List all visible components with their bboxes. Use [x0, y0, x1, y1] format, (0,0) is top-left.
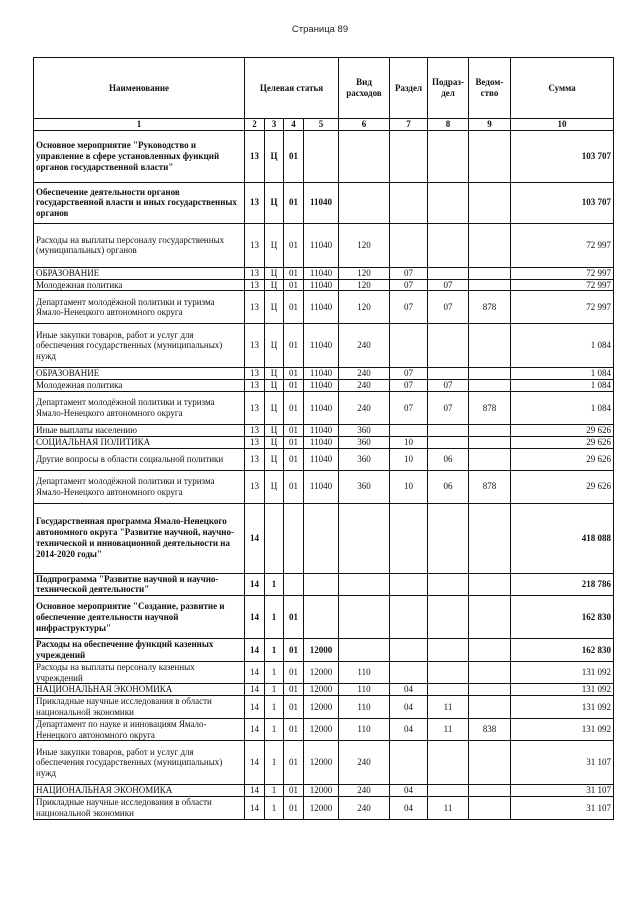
row-code-subprogram: 1	[265, 573, 284, 596]
row-section: 07	[390, 380, 428, 392]
row-code-direction	[304, 573, 339, 596]
column-number: 4	[284, 119, 304, 131]
row-amount: 1 084	[511, 380, 614, 392]
row-code-subprogram: Ц	[265, 291, 284, 324]
row-code-program: 13	[245, 291, 265, 324]
row-expense-type: 360	[339, 448, 390, 470]
row-code-subprogram: Ц	[265, 470, 284, 503]
row-code-program: 13	[245, 223, 265, 267]
row-department: 878	[469, 291, 511, 324]
row-code-subprogram: Ц	[265, 448, 284, 470]
column-number-row	[34, 119, 614, 131]
row-code-program: 13	[245, 324, 265, 368]
row-expense-type: 110	[339, 696, 390, 719]
row-expense-type: 240	[339, 797, 390, 820]
table-row	[34, 291, 614, 324]
header-target: Целевая статья	[245, 58, 339, 119]
row-expense-type: 240	[339, 324, 390, 368]
row-name: Обеспечение деятельности органов государственной власти и иных государственных органов	[34, 182, 245, 223]
row-section: 07	[390, 279, 428, 291]
row-section	[390, 639, 428, 662]
row-subsection: 07	[428, 391, 469, 424]
row-code-activity: 01	[284, 436, 304, 448]
table-row	[34, 391, 614, 424]
row-section	[390, 503, 428, 573]
row-code-program: 14	[245, 741, 265, 785]
row-section: 07	[390, 291, 428, 324]
row-code-program: 13	[245, 279, 265, 291]
row-department	[469, 223, 511, 267]
row-code-program: 13	[245, 391, 265, 424]
row-code-direction	[304, 130, 339, 182]
row-amount: 218 786	[511, 573, 614, 596]
row-code-direction: 12000	[304, 785, 339, 797]
table-row	[34, 267, 614, 279]
row-section	[390, 324, 428, 368]
row-subsection	[428, 741, 469, 785]
row-amount: 72 997	[511, 291, 614, 324]
row-department	[469, 424, 511, 436]
row-code-subprogram: 1	[265, 718, 284, 741]
table-row	[34, 741, 614, 785]
row-department	[469, 503, 511, 573]
row-code-direction	[304, 596, 339, 639]
row-section	[390, 741, 428, 785]
row-amount: 29 626	[511, 436, 614, 448]
row-subsection	[428, 223, 469, 267]
row-section	[390, 573, 428, 596]
row-section: 04	[390, 797, 428, 820]
row-department	[469, 785, 511, 797]
table-row	[34, 696, 614, 719]
row-code-program: 14	[245, 639, 265, 662]
row-subsection	[428, 424, 469, 436]
row-code-direction: 12000	[304, 684, 339, 696]
row-expense-type: 360	[339, 436, 390, 448]
column-number: 9	[469, 119, 511, 131]
row-name: Подпрограмма "Развитие научной и научно-технической деятельности"	[34, 573, 245, 596]
table-row	[34, 130, 614, 182]
table-row	[34, 424, 614, 436]
row-code-direction: 11040	[304, 448, 339, 470]
row-code-program: 13	[245, 267, 265, 279]
row-code-program: 13	[245, 448, 265, 470]
table-row	[34, 182, 614, 223]
row-subsection: 07	[428, 380, 469, 392]
row-department	[469, 573, 511, 596]
row-code-program: 14	[245, 797, 265, 820]
row-expense-type	[339, 639, 390, 662]
row-code-activity: 01	[284, 368, 304, 380]
budget-table	[33, 57, 614, 820]
row-code-activity: 01	[284, 130, 304, 182]
row-department	[469, 324, 511, 368]
row-code-program: 14	[245, 696, 265, 719]
row-code-subprogram: Ц	[265, 424, 284, 436]
row-expense-type: 120	[339, 291, 390, 324]
row-department	[469, 596, 511, 639]
row-code-activity: 01	[284, 470, 304, 503]
row-section: 10	[390, 470, 428, 503]
row-code-subprogram: 1	[265, 661, 284, 684]
row-code-direction: 12000	[304, 639, 339, 662]
row-name: Расходы на выплаты персоналу казенных учреждений	[34, 661, 245, 684]
row-code-subprogram	[265, 503, 284, 573]
row-code-activity: 01	[284, 448, 304, 470]
row-name: НАЦИОНАЛЬНАЯ ЭКОНОМИКА	[34, 785, 245, 797]
header-vid: Вид расходов	[339, 58, 390, 119]
table-row	[34, 368, 614, 380]
row-subsection: 11	[428, 797, 469, 820]
table-row	[34, 470, 614, 503]
row-name: Государственная программа Ямало-Ненецкого автономного округа "Развитие научной, научно-технической и инновационной деятельности на 2014-2020 годы"	[34, 503, 245, 573]
row-code-activity: 01	[284, 718, 304, 741]
row-code-direction: 11040	[304, 424, 339, 436]
page-title: Страница 89	[291, 24, 349, 35]
row-code-activity: 01	[284, 182, 304, 223]
row-expense-type: 110	[339, 718, 390, 741]
row-code-subprogram: 1	[265, 596, 284, 639]
row-code-activity: 01	[284, 741, 304, 785]
row-code-direction: 11040	[304, 267, 339, 279]
row-code-activity: 01	[284, 324, 304, 368]
row-section	[390, 424, 428, 436]
row-expense-type: 240	[339, 785, 390, 797]
row-name: Иные закупки товаров, работ и услуг для обеспечения государственных (муниципальных) нужд	[34, 741, 245, 785]
table-row	[34, 684, 614, 696]
row-section	[390, 182, 428, 223]
row-code-subprogram: 1	[265, 797, 284, 820]
row-code-subprogram: 1	[265, 741, 284, 785]
row-department	[469, 182, 511, 223]
row-amount: 72 997	[511, 279, 614, 291]
row-expense-type	[339, 596, 390, 639]
row-code-activity: 01	[284, 596, 304, 639]
row-amount: 31 107	[511, 785, 614, 797]
row-code-subprogram: Ц	[265, 130, 284, 182]
row-amount: 1 084	[511, 324, 614, 368]
row-code-direction: 11040	[304, 291, 339, 324]
row-expense-type: 120	[339, 279, 390, 291]
row-department	[469, 267, 511, 279]
row-amount: 131 092	[511, 718, 614, 741]
table-row	[34, 503, 614, 573]
row-name: ОБРАЗОВАНИЕ	[34, 267, 245, 279]
row-name: СОЦИАЛЬНАЯ ПОЛИТИКА	[34, 436, 245, 448]
row-amount: 29 626	[511, 448, 614, 470]
row-code-subprogram: 1	[265, 696, 284, 719]
row-code-direction: 12000	[304, 661, 339, 684]
row-subsection: 06	[428, 448, 469, 470]
table-row	[34, 448, 614, 470]
row-code-subprogram: 1	[265, 684, 284, 696]
row-amount: 162 830	[511, 596, 614, 639]
row-expense-type: 110	[339, 661, 390, 684]
row-code-program: 13	[245, 182, 265, 223]
header-podrazdel: Подраз- дел	[428, 58, 469, 119]
row-code-program: 14	[245, 573, 265, 596]
row-code-activity: 01	[284, 797, 304, 820]
column-number: 5	[304, 119, 339, 131]
row-code-program: 14	[245, 503, 265, 573]
row-code-activity: 01	[284, 696, 304, 719]
header-name: Наименование	[34, 58, 245, 119]
row-amount: 131 092	[511, 661, 614, 684]
row-expense-type: 120	[339, 223, 390, 267]
header-razdel: Раздел	[390, 58, 428, 119]
row-code-direction: 12000	[304, 718, 339, 741]
row-expense-type: 360	[339, 424, 390, 436]
row-name: Основное мероприятие "Создание, развитие и обеспечение деятельности научной инфраструктуры"	[34, 596, 245, 639]
row-code-direction: 12000	[304, 797, 339, 820]
row-code-activity: 01	[284, 380, 304, 392]
row-amount: 1 084	[511, 391, 614, 424]
row-subsection	[428, 573, 469, 596]
row-code-direction	[304, 503, 339, 573]
row-expense-type	[339, 573, 390, 596]
row-code-program: 14	[245, 596, 265, 639]
table-row	[34, 785, 614, 797]
row-amount: 29 626	[511, 424, 614, 436]
table-row	[34, 380, 614, 392]
row-code-subprogram: 1	[265, 639, 284, 662]
row-amount: 103 707	[511, 130, 614, 182]
row-code-subprogram: Ц	[265, 182, 284, 223]
row-code-program: 13	[245, 436, 265, 448]
row-department	[469, 436, 511, 448]
row-department	[469, 130, 511, 182]
row-code-activity: 01	[284, 223, 304, 267]
column-number: 8	[428, 119, 469, 131]
row-subsection: 07	[428, 279, 469, 291]
row-subsection: 11	[428, 696, 469, 719]
row-code-direction: 11040	[304, 391, 339, 424]
row-code-direction: 12000	[304, 696, 339, 719]
row-section: 07	[390, 368, 428, 380]
row-code-activity: 01	[284, 424, 304, 436]
row-name: Департамент молодёжной политики и туризма Ямало-Ненецкого автономного округа	[34, 291, 245, 324]
row-code-activity	[284, 503, 304, 573]
row-code-subprogram: Ц	[265, 223, 284, 267]
row-section: 04	[390, 785, 428, 797]
row-subsection	[428, 130, 469, 182]
row-subsection	[428, 267, 469, 279]
row-code-direction: 11040	[304, 436, 339, 448]
row-expense-type	[339, 182, 390, 223]
row-code-subprogram: Ц	[265, 391, 284, 424]
row-name: Иные закупки товаров, работ и услуг для обеспечения государственных (муниципальных) нужд	[34, 324, 245, 368]
row-department	[469, 696, 511, 719]
row-name: Прикладные научные исследования в области национальной экономики	[34, 696, 245, 719]
row-name: Департамент по науке и инновациям Ямало-Ненецкого автономного округа	[34, 718, 245, 741]
row-section: 10	[390, 448, 428, 470]
row-code-program: 13	[245, 424, 265, 436]
row-code-subprogram: Ц	[265, 380, 284, 392]
row-expense-type: 240	[339, 391, 390, 424]
row-code-direction: 11040	[304, 380, 339, 392]
row-code-direction: 12000	[304, 741, 339, 785]
row-subsection	[428, 785, 469, 797]
row-name: Молодежная политика	[34, 279, 245, 291]
row-department	[469, 639, 511, 662]
row-code-program: 13	[245, 380, 265, 392]
row-name: Департамент молодёжной политики и туризма Ямало-Ненецкого автономного округа	[34, 470, 245, 503]
row-code-subprogram: 1	[265, 785, 284, 797]
row-name: Молодежная политика	[34, 380, 245, 392]
row-department	[469, 368, 511, 380]
row-code-activity: 01	[284, 785, 304, 797]
row-code-subprogram: Ц	[265, 324, 284, 368]
header-summa: Сумма	[511, 58, 614, 119]
row-amount: 131 092	[511, 684, 614, 696]
row-code-direction: 11040	[304, 368, 339, 380]
row-department	[469, 684, 511, 696]
row-code-direction: 11040	[304, 279, 339, 291]
row-code-activity: 01	[284, 684, 304, 696]
column-number: 7	[390, 119, 428, 131]
row-code-activity	[284, 573, 304, 596]
row-name: НАЦИОНАЛЬНАЯ ЭКОНОМИКА	[34, 684, 245, 696]
table-row	[34, 324, 614, 368]
column-number: 2	[245, 119, 265, 131]
row-subsection	[428, 368, 469, 380]
row-amount: 162 830	[511, 639, 614, 662]
header-vedomstvo: Ведом- ство	[469, 58, 511, 119]
row-code-program: 14	[245, 785, 265, 797]
column-number: 1	[34, 119, 245, 131]
row-expense-type: 120	[339, 267, 390, 279]
row-section: 04	[390, 718, 428, 741]
row-code-subprogram: Ц	[265, 436, 284, 448]
row-subsection	[428, 596, 469, 639]
row-expense-type	[339, 503, 390, 573]
row-subsection	[428, 639, 469, 662]
row-department	[469, 741, 511, 785]
row-section	[390, 223, 428, 267]
row-code-program: 13	[245, 470, 265, 503]
row-amount: 103 707	[511, 182, 614, 223]
row-section: 07	[390, 391, 428, 424]
row-section	[390, 596, 428, 639]
table-row	[34, 596, 614, 639]
row-code-activity: 01	[284, 661, 304, 684]
row-code-direction: 11040	[304, 470, 339, 503]
row-section: 07	[390, 267, 428, 279]
row-department	[469, 797, 511, 820]
row-name: Департамент молодёжной политики и туризма Ямало-Ненецкого автономного округа	[34, 391, 245, 424]
row-subsection	[428, 684, 469, 696]
row-code-activity: 01	[284, 639, 304, 662]
table-row	[34, 639, 614, 662]
row-amount: 131 092	[511, 696, 614, 719]
row-subsection: 07	[428, 291, 469, 324]
row-amount: 72 997	[511, 223, 614, 267]
row-name: ОБРАЗОВАНИЕ	[34, 368, 245, 380]
row-section: 04	[390, 684, 428, 696]
row-code-activity: 01	[284, 279, 304, 291]
row-name: Другие вопросы в области социальной политики	[34, 448, 245, 470]
row-code-direction: 11040	[304, 182, 339, 223]
row-expense-type	[339, 130, 390, 182]
row-amount: 29 626	[511, 470, 614, 503]
column-number: 3	[265, 119, 284, 131]
row-department: 878	[469, 470, 511, 503]
row-amount: 31 107	[511, 797, 614, 820]
table-row	[34, 797, 614, 820]
row-code-direction: 11040	[304, 324, 339, 368]
row-code-program: 13	[245, 130, 265, 182]
row-code-subprogram: Ц	[265, 267, 284, 279]
row-subsection: 11	[428, 718, 469, 741]
row-code-subprogram: Ц	[265, 279, 284, 291]
row-department: 838	[469, 718, 511, 741]
row-subsection	[428, 436, 469, 448]
row-subsection	[428, 182, 469, 223]
row-code-direction: 11040	[304, 223, 339, 267]
row-code-program: 14	[245, 718, 265, 741]
row-name: Расходы на обеспечение функций казенных учреждений	[34, 639, 245, 662]
table-row	[34, 573, 614, 596]
row-department: 878	[469, 391, 511, 424]
row-code-activity: 01	[284, 291, 304, 324]
row-department	[469, 279, 511, 291]
row-expense-type: 360	[339, 470, 390, 503]
row-code-program: 14	[245, 684, 265, 696]
row-department	[469, 448, 511, 470]
row-name: Иные выплаты населению	[34, 424, 245, 436]
table-row	[34, 436, 614, 448]
table-row	[34, 223, 614, 267]
table-row	[34, 661, 614, 684]
row-section: 10	[390, 436, 428, 448]
row-expense-type: 240	[339, 368, 390, 380]
row-subsection	[428, 324, 469, 368]
table-row	[34, 279, 614, 291]
row-code-program: 13	[245, 368, 265, 380]
row-code-program: 14	[245, 661, 265, 684]
row-expense-type: 240	[339, 380, 390, 392]
row-name: Расходы на выплаты персоналу государственных (муниципальных) органов	[34, 223, 245, 267]
row-subsection	[428, 661, 469, 684]
row-name: Прикладные научные исследования в области национальной экономики	[34, 797, 245, 820]
row-code-activity: 01	[284, 391, 304, 424]
row-department	[469, 380, 511, 392]
column-number: 6	[339, 119, 390, 131]
row-section	[390, 661, 428, 684]
column-number: 10	[511, 119, 614, 131]
row-code-subprogram: Ц	[265, 368, 284, 380]
row-amount: 31 107	[511, 741, 614, 785]
row-code-activity: 01	[284, 267, 304, 279]
row-amount: 418 088	[511, 503, 614, 573]
row-section: 04	[390, 696, 428, 719]
row-amount: 72 997	[511, 267, 614, 279]
row-section	[390, 130, 428, 182]
row-department	[469, 661, 511, 684]
table-row	[34, 718, 614, 741]
row-subsection: 06	[428, 470, 469, 503]
row-expense-type: 110	[339, 684, 390, 696]
row-expense-type: 240	[339, 741, 390, 785]
row-subsection	[428, 503, 469, 573]
row-amount: 1 084	[511, 368, 614, 380]
row-name: Основное мероприятие "Руководство и управление в сфере установленных функций органов государственной власти"	[34, 130, 245, 182]
